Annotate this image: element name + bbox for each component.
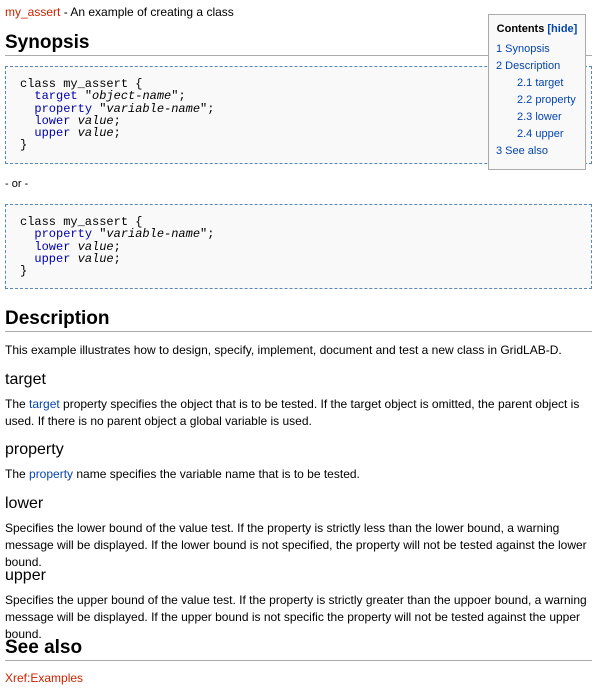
table-of-contents — [488, 14, 586, 170]
code-line: } — [20, 264, 28, 279]
target-link[interactable]: target — [29, 397, 60, 411]
or-separator: - or - — [5, 178, 29, 190]
code-keyword: target — [34, 89, 78, 104]
heading-property: property — [5, 441, 64, 458]
toc-item-target[interactable]: 2.1 target — [517, 77, 564, 89]
xref-examples-link[interactable]: Xref:Examples — [5, 671, 84, 685]
code-value: value — [77, 113, 114, 128]
code-string: variable-name — [106, 101, 201, 116]
toc-item-upper[interactable]: 2.4 upper — [517, 128, 564, 140]
toc-title — [489, 23, 585, 35]
my-assert-link[interactable]: my_assert — [5, 5, 61, 19]
target-text — [5, 396, 595, 430]
lower-text: Specifies the lower bound of the value test. If the property is strictly less than the lower bound, a warning message will be displayed. If the lower bound is not specified, the property will not be tested against the lower bound. — [5, 521, 587, 569]
text: property specifies the object that is to be tested. If the target object is omitted, the parent object is used. If there is no parent object a global variable is used. — [5, 397, 580, 428]
text: The — [5, 467, 30, 481]
subtitle-text: - An example of creating a class — [60, 5, 234, 19]
heading-upper: upper — [5, 567, 46, 584]
toc-item-see-also[interactable]: 3 See also — [496, 145, 548, 157]
code-value: value — [77, 239, 114, 254]
divider — [5, 660, 592, 661]
toc-item-synopsis[interactable]: 1 Synopsis — [496, 43, 550, 55]
toc-item-lower[interactable]: 2.3 lower — [517, 111, 562, 123]
text: name specifies the variable name that is to be tested. — [73, 467, 360, 481]
code-line: class my_assert { — [20, 215, 143, 229]
heading-description: Description — [5, 308, 110, 329]
heading-target: target — [5, 371, 46, 388]
code-keyword: lower — [34, 239, 71, 254]
code-keyword: lower — [34, 113, 71, 128]
toc-title-text: Contents — [496, 23, 545, 35]
code-keyword: upper — [34, 126, 71, 141]
toc-hide-link[interactable]: [hide] — [547, 23, 578, 35]
text: The — [5, 397, 30, 411]
code-string: variable-name — [106, 227, 201, 242]
heading-lower: lower — [5, 495, 44, 512]
code-keyword: property — [34, 227, 93, 242]
code-line: class my_assert { — [20, 77, 143, 91]
code-value: value — [77, 126, 114, 141]
heading-see-also: See also — [5, 637, 83, 658]
toc-item-description[interactable]: 2 Description — [496, 60, 561, 72]
heading-synopsis: Synopsis — [5, 32, 90, 53]
code-block-2: class my_assert { property "variable-name"; lower value; upper value; } — [5, 204, 592, 289]
toc-item-property[interactable]: 2.2 property — [517, 94, 576, 106]
upper-text: Specifies the upper bound of the value test. If the property is strictly greater than the uppoer bound, a warning message will be displayed. If the upper bound is not specific the property will not be tested against the upper bound. — [5, 593, 587, 641]
code-string: object-name — [92, 89, 172, 104]
property-link[interactable]: property — [29, 467, 74, 481]
code-block-1: class my_assert { target "object-name"; property "variable-name"; lower value; upper value; } — [5, 66, 592, 164]
property-text — [5, 466, 595, 483]
code-line: } — [20, 138, 28, 153]
code-keyword: property — [34, 101, 93, 116]
description-text: This example illustrates how to design, specify, implement, document and test a new class in GridLAB-D. — [5, 343, 562, 357]
code-value: value — [77, 251, 114, 266]
code-keyword: upper — [34, 251, 71, 266]
page-subtitle — [5, 5, 234, 19]
divider — [5, 331, 592, 332]
